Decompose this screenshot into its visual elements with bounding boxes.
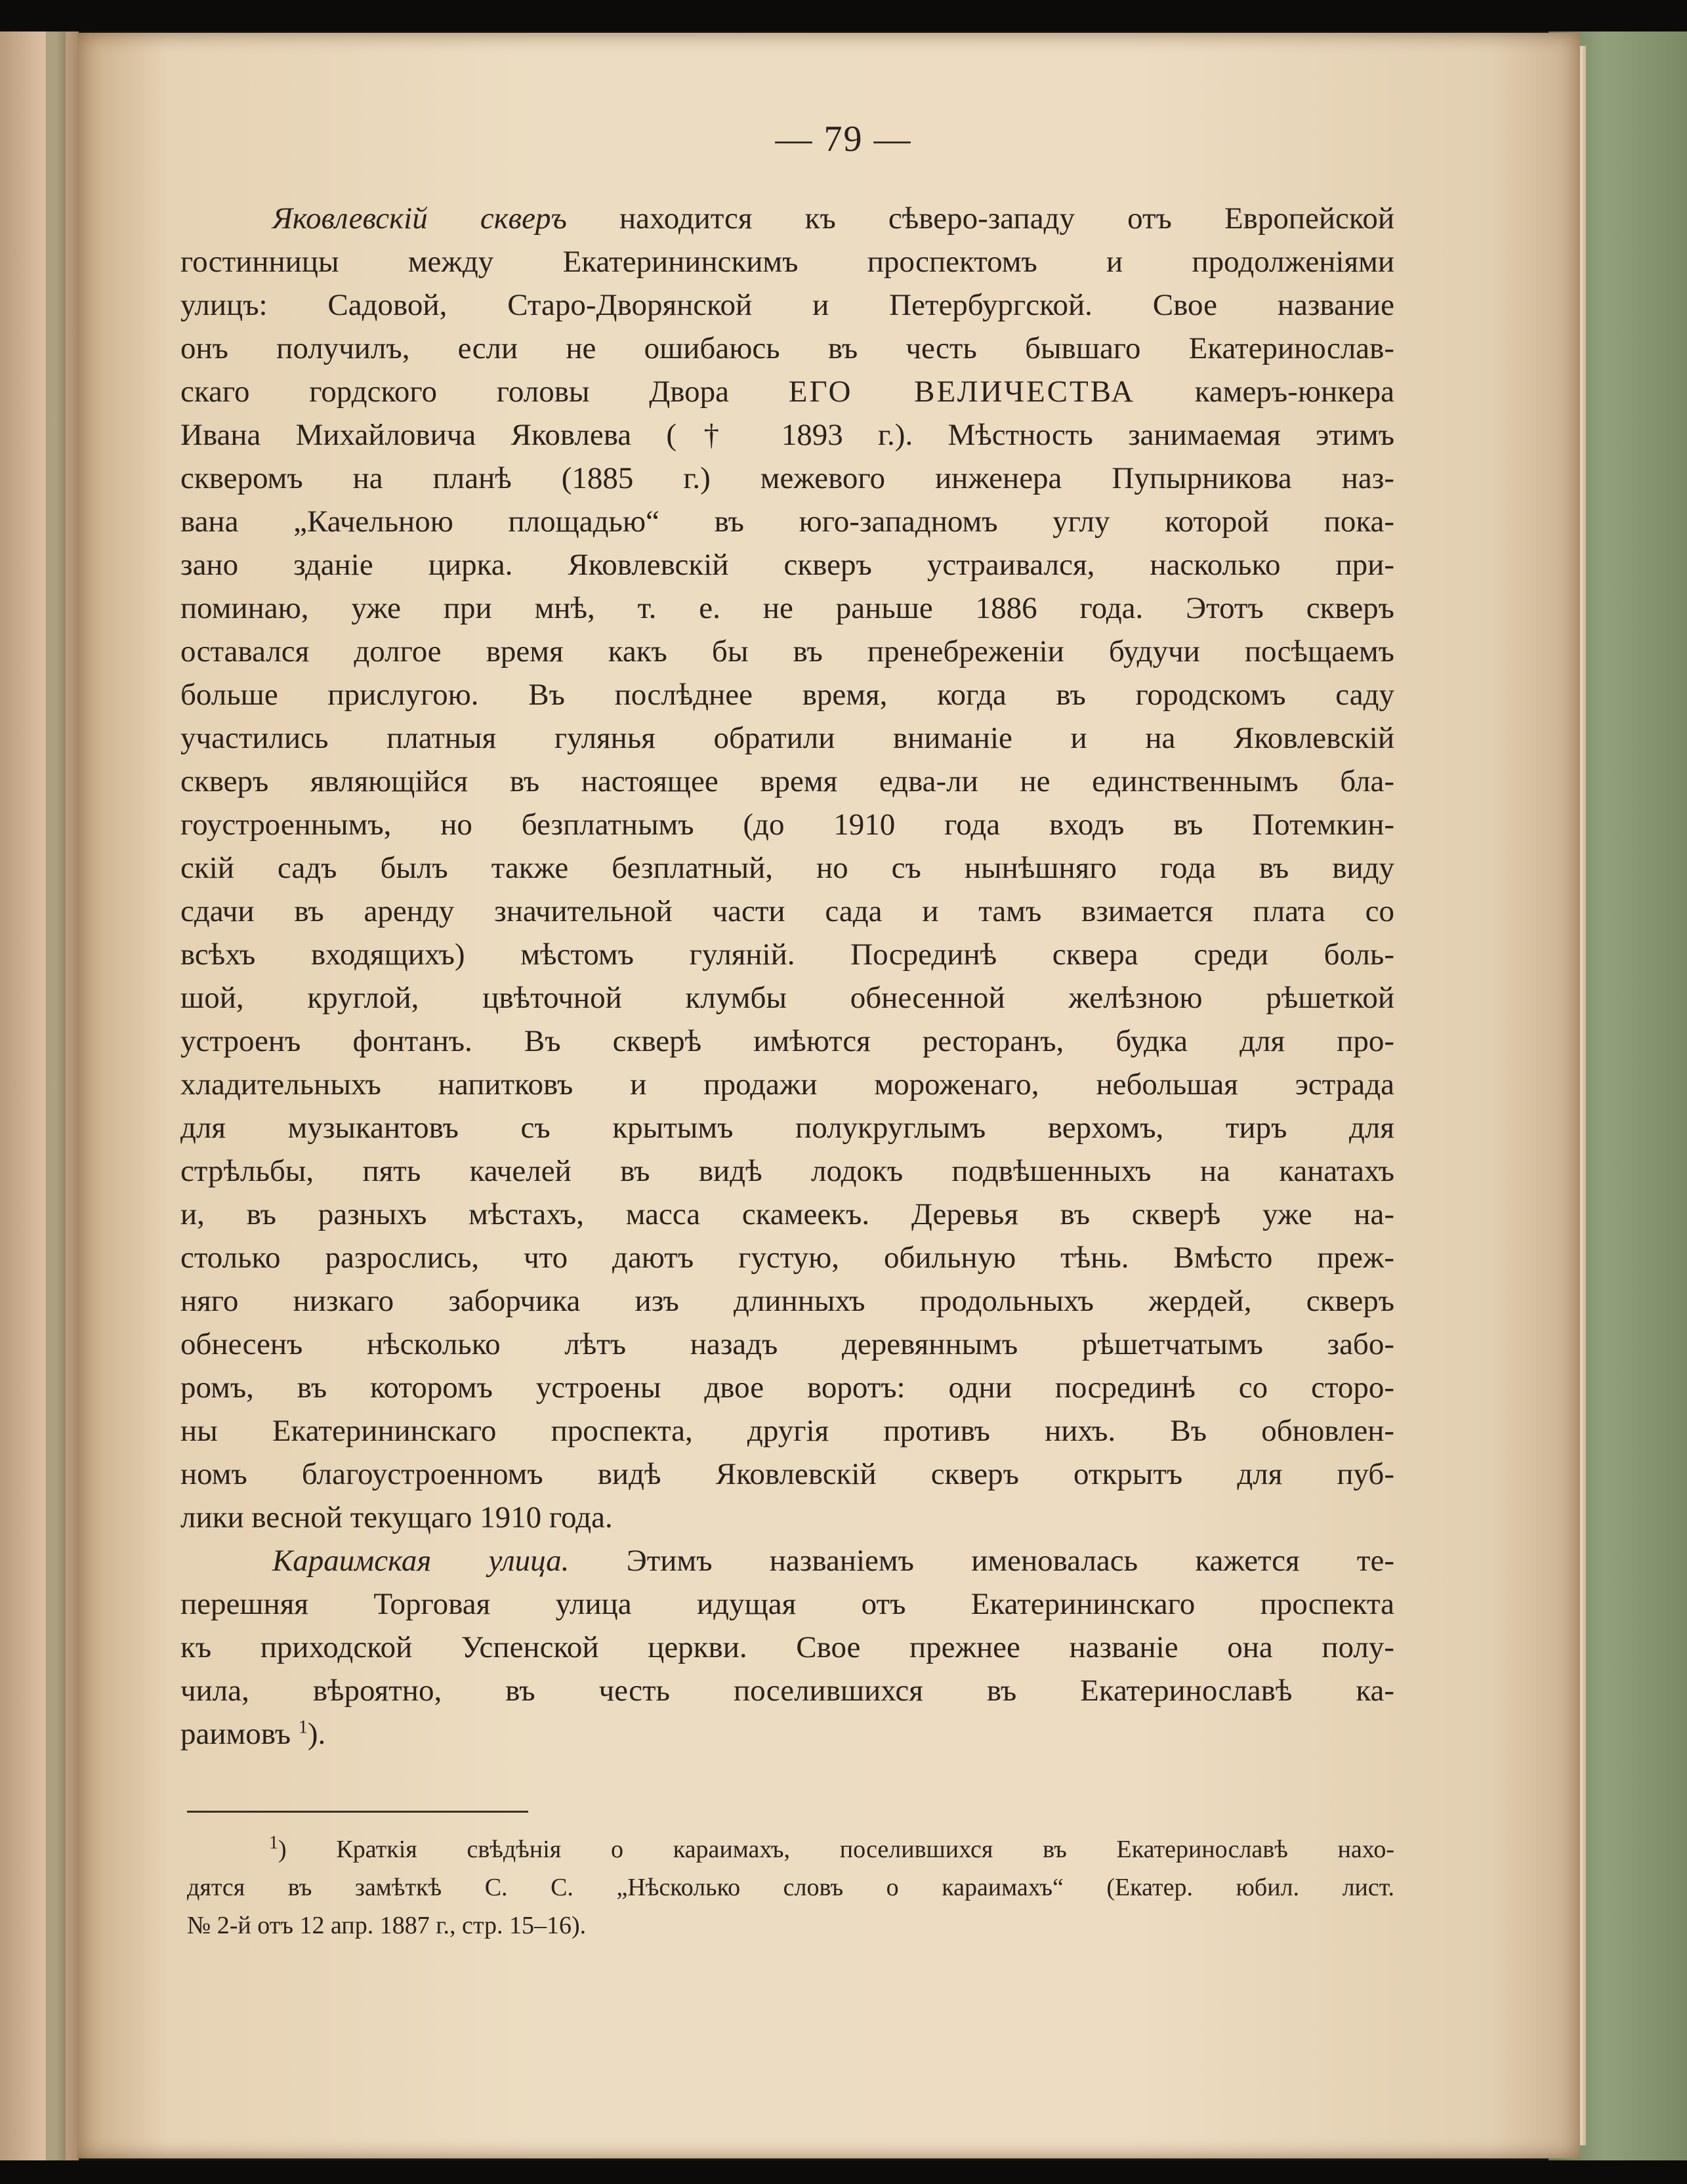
text-line xyxy=(180,1626,1394,1669)
text-line xyxy=(180,327,1394,370)
text-line xyxy=(180,1669,1394,1712)
text-run: оставался долгое время какъ бы въ пренебреженіи будучи посѣщаемъ xyxy=(180,634,1394,669)
text-run: дятся въ замѣткѣ С. С. „Нѣсколько словъ о караимахъ“ (Екатер. юбил. лист. xyxy=(187,1874,1394,1901)
text-run: обнесенъ нѣсколько лѣтъ назадъ деревяннымъ рѣшетчатымъ забо- xyxy=(180,1327,1394,1361)
text-line xyxy=(180,1279,1394,1323)
text-line xyxy=(180,370,1394,413)
text-line xyxy=(180,1106,1394,1149)
body-text xyxy=(180,197,1394,1756)
text-run: ромъ, въ которомъ устроены двое воротъ: одни посрединѣ со сторо- xyxy=(180,1370,1394,1405)
text-line xyxy=(180,197,1394,240)
text-line xyxy=(180,283,1394,327)
text-run: ) Краткія свѣдѣнія о караимахъ, поселившихся въ Екатеринославѣ нахо- xyxy=(278,1836,1394,1863)
text-line xyxy=(180,1236,1394,1279)
text-run: устроенъ фонтанъ. Въ скверѣ имѣются ресторанъ, будка для про- xyxy=(180,1024,1394,1058)
text-run: скій садъ былъ также безплатный, но съ нынѣшняго года въ виду xyxy=(180,851,1394,885)
book-spine xyxy=(46,31,66,2164)
text-line xyxy=(187,1868,1394,1906)
text-run: ). xyxy=(307,1717,326,1751)
text-line xyxy=(180,457,1394,500)
text-line xyxy=(180,760,1394,803)
page-number: — 79 — xyxy=(775,119,912,159)
text-run: столько разрослись, что даютъ густую, обильную тѣнь. Вмѣсто преж- xyxy=(180,1241,1394,1275)
text-run: скаго гордского головы Двора xyxy=(180,375,789,409)
scan-frame-top xyxy=(0,0,1687,31)
text-line xyxy=(187,1906,1394,1945)
scan-frame-bottom xyxy=(0,2160,1687,2184)
text-run: стрѣльбы, пять качелей въ видѣ лодокъ подвѣшенныхъ на канатахъ xyxy=(180,1154,1394,1188)
text-line xyxy=(180,803,1394,846)
text-line xyxy=(180,543,1394,587)
text-run: вана „Качельною площадью“ въ юго-западномъ углу которой пока- xyxy=(180,505,1394,539)
text-run: больше прислугою. Въ послѣднее время, когда въ городскомъ саду xyxy=(180,678,1394,712)
text-line xyxy=(187,1830,1394,1868)
text-line xyxy=(180,1539,1394,1582)
footnote-mark: 1 xyxy=(269,1832,278,1853)
text-run: шой, круглой, цвѣточной клумбы обнесенной желѣзною рѣшеткой xyxy=(180,981,1394,1015)
text-line xyxy=(180,716,1394,760)
italic-heading: Яковлевскій скверъ xyxy=(272,201,567,236)
text-run: онъ получилъ, если не ошибаюсь въ честь бывшаго Екатеринослав- xyxy=(180,331,1394,365)
text-run: няго низкаго заборчика изъ длинныхъ продольныхъ жердей, скверъ xyxy=(180,1284,1394,1318)
text-line xyxy=(180,890,1394,933)
text-run: камеръ-юнкера xyxy=(1135,375,1394,409)
footnote-mark: 1 xyxy=(298,1717,308,1738)
left-page-edge xyxy=(0,31,79,2164)
text-line xyxy=(180,500,1394,543)
text-run: для музыкантовъ съ крытымъ полукруглымъ верхомъ, тиръ для xyxy=(180,1111,1394,1145)
text-line xyxy=(180,630,1394,673)
text-run: перешняя Торговая улица идущая отъ Екатерининскаго проспекта xyxy=(180,1587,1394,1621)
text-line xyxy=(180,1409,1394,1453)
text-run: номъ благоустроенномъ видѣ Яковлевскій скверъ открытъ для пуб- xyxy=(180,1457,1394,1491)
text-run: поминаю, уже при мнѣ, т. е. не раньше 1886 года. Этотъ скверъ xyxy=(180,591,1394,625)
text-line xyxy=(180,933,1394,976)
text-line xyxy=(180,1582,1394,1626)
text-line xyxy=(180,1496,1394,1539)
text-line xyxy=(180,1193,1394,1236)
footnote xyxy=(187,1830,1394,1945)
text-run: чила, вѣроятно, въ честь поселившихся въ Екатеринославѣ ка- xyxy=(180,1674,1394,1708)
italic-heading: Караимская улица. xyxy=(272,1544,570,1578)
text-run: гоустроеннымъ, но безплатнымъ (до 1910 года входъ въ Потемкин- xyxy=(180,808,1394,842)
footnote-rule xyxy=(187,1811,528,1813)
text-run: участились платныя гулянья обратили вниманіе и на Яковлевскій xyxy=(180,721,1394,755)
text-run: ны Екатерининскаго проспекта, другія противъ нихъ. Въ обновлен- xyxy=(180,1414,1394,1448)
text-run: Этимъ названіемъ именовалась кажется те- xyxy=(569,1544,1394,1578)
text-run: къ приходской Успенской церкви. Свое прежнее названіе она полу- xyxy=(180,1630,1394,1664)
text-line xyxy=(180,1453,1394,1496)
text-run: лики весной текущаго 1910 года. xyxy=(180,1500,613,1535)
text-run: всѣхъ входящихъ) мѣстомъ гуляній. Посрединѣ сквера среди боль- xyxy=(180,937,1394,972)
text-run: находится къ сѣверо-западу отъ Европейской xyxy=(566,201,1394,236)
text-line xyxy=(180,1366,1394,1409)
text-run: хладительныхъ напитковъ и продажи мороженаго, небольшая эстрада xyxy=(180,1067,1394,1102)
text-run: Ивана Михайловича Яковлева († 1893 г.). Мѣстность занимаемая этимъ xyxy=(180,418,1394,452)
caps-run: ЕГО ВЕЛИЧЕСТВА xyxy=(788,375,1136,409)
text-run: № 2-й отъ 12 апр. 1887 г., стр. 15–16). xyxy=(187,1912,587,1939)
text-line xyxy=(180,1149,1394,1193)
text-line xyxy=(180,976,1394,1020)
text-line xyxy=(180,1712,1394,1756)
text-line xyxy=(180,1323,1394,1366)
text-line xyxy=(180,587,1394,630)
text-run: гостинницы между Екатерининскимъ проспектомъ и продолженіями xyxy=(180,245,1394,279)
text-run: скверомъ на планѣ (1885 г.) межевого инженера Пупырникова наз- xyxy=(180,461,1394,495)
text-run: и, въ разныхъ мѣстахъ, масса скамеекъ. Деревья въ скверѣ уже на- xyxy=(180,1197,1394,1231)
text-line xyxy=(180,673,1394,716)
text-run: зано зданіе цирка. Яковлевскій скверъ устраивался, насколько при- xyxy=(180,548,1394,582)
text-line xyxy=(180,240,1394,283)
text-line xyxy=(180,413,1394,457)
text-run: скверъ являющійся въ настоящее время едва-ли не единственнымъ бла- xyxy=(180,764,1394,798)
text-run: сдачи въ аренду значительной части сада и тамъ взимается плата со xyxy=(180,894,1394,928)
text-run: улицъ: Садовой, Старо-Дворянской и Петербургской. Свое название xyxy=(180,288,1394,322)
text-line xyxy=(180,1020,1394,1063)
text-line xyxy=(180,1063,1394,1106)
text-line xyxy=(180,846,1394,890)
text-run: раимовъ xyxy=(180,1717,299,1751)
